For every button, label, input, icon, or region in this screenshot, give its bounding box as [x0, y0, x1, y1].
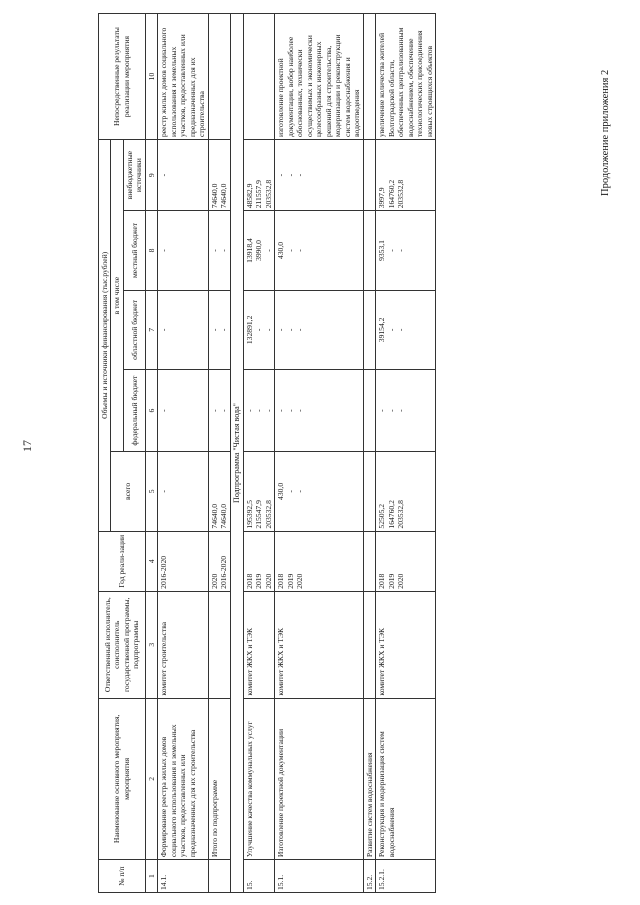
- row-local: 9353,1 - -: [376, 211, 436, 290]
- row-total: 430,0 - -: [275, 452, 363, 531]
- row-extra: 74640,0 74640,0: [208, 140, 230, 211]
- row-extra: 3997,9 164760,2 203532,8: [376, 140, 436, 211]
- col-index: 8: [145, 211, 157, 290]
- table-row-itogo: [208, 14, 230, 893]
- table-row-15-2-1: [376, 14, 436, 893]
- continuation-title: Продолжение приложения 2: [600, 69, 611, 196]
- row-name: Улучшение качества коммунальных услуг: [243, 698, 274, 860]
- row-extra: -: [158, 140, 208, 211]
- row-federal: - - -: [275, 370, 363, 452]
- row-years: 2016-2020: [158, 531, 208, 591]
- row-federal: - -: [208, 370, 230, 452]
- row-result: [243, 14, 274, 140]
- row-local: 430,0 - -: [275, 211, 363, 290]
- subprogram-heading-row: [230, 14, 243, 893]
- rotated-page: [98, 13, 593, 893]
- row-name: Реконструкция и модернизация систем водоснабжения: [376, 698, 436, 860]
- row-number: 15.1.: [275, 860, 363, 893]
- header-name: Наименование основного мероприятия, мероприятия: [99, 698, 146, 860]
- header-regional: областной бюджет: [123, 290, 145, 369]
- row-total: 52505,2 164760,2 203532,8: [376, 452, 436, 531]
- col-index: 10: [145, 14, 157, 140]
- row-local: - -: [208, 211, 230, 290]
- table-row-15: [243, 14, 274, 893]
- page-number: 17: [20, 440, 34, 452]
- row-total: -: [158, 452, 208, 531]
- col-index: 3: [145, 591, 157, 698]
- table-row-15-1: [275, 14, 363, 893]
- row-name: Формирование реестра жилых домов социального использования и земельных участков, предоставленных или предназначенных для их строительства: [158, 698, 208, 860]
- col-index: 7: [145, 290, 157, 369]
- col-index: 4: [145, 531, 157, 591]
- row-regional: 39154,2 - -: [376, 290, 436, 369]
- row-years: 2020 2016-2020: [208, 531, 230, 591]
- row-result: реестр жилых домов социального использования и земельных участков, предоставленных или предназначенных для их строительства: [158, 14, 208, 140]
- row-name: Развитие систем водоснабжения: [363, 698, 375, 860]
- header-num: № п/п: [99, 860, 146, 893]
- row-federal: - - -: [376, 370, 436, 452]
- row-responsible: комитет ЖКХ и ТЭК: [376, 591, 436, 698]
- row-number: 14.1.: [158, 860, 208, 893]
- row-responsible: комитет ЖКХ и ТЭК: [275, 591, 363, 698]
- row-years: 2018 2019 2020: [243, 531, 274, 591]
- col-index: 6: [145, 370, 157, 452]
- header-total: всего: [111, 452, 145, 531]
- row-name: Итого по подпрограмме: [208, 698, 230, 860]
- header-in-that-number: в том числе: [111, 140, 123, 452]
- row-responsible: комитет ЖКХ и ТЭК: [243, 591, 274, 698]
- header-funding-group: Объемы и источники финансирования (тыс.рублей): [99, 140, 111, 532]
- col-index: 1: [145, 860, 157, 893]
- row-federal: -: [158, 370, 208, 452]
- row-years: 2018 2019 2020: [376, 531, 436, 591]
- funding-table: [98, 13, 436, 893]
- row-responsible: комитет строительства: [158, 591, 208, 698]
- row-result: увеличение количества жителей Волгоградской области, обеспеченных централизованным водоснабжением, обеспечение технологических присоединения новых строящихся объектов: [376, 14, 436, 140]
- row-extra: - - -: [275, 140, 363, 211]
- row-total: 195392,5 215547,9 203532,8: [243, 452, 274, 531]
- row-local: -: [158, 211, 208, 290]
- row-years: 2018 2019 2020: [275, 531, 363, 591]
- col-index: 2: [145, 698, 157, 860]
- row-number: 15.2.: [363, 860, 375, 893]
- row-regional: - - -: [275, 290, 363, 369]
- header-year: Год реали-зации: [99, 531, 146, 591]
- subprogram-title: Подпрограмма "Чистая вода": [230, 14, 243, 893]
- header-results: Непосредственные результаты реализации мероприятия: [99, 14, 146, 140]
- col-index: 5: [145, 452, 157, 531]
- row-number: 15.: [243, 860, 274, 893]
- row-regional: -: [158, 290, 208, 369]
- row-result: изготовление проектной документации, вобор наиболее обоснованных, технически осуществимых и экономически целесообразных инженерных решений для строительства, модернизации и реконструкции систем водоснабжения и водоотведения: [275, 14, 363, 140]
- table-row-15-2: [363, 14, 375, 893]
- header-responsible: Ответственный исполнитель, соисполнитель государственной программы, подпрограммы: [99, 591, 146, 698]
- row-name: Изготовление проектной документации: [275, 698, 363, 860]
- table-row-14-1: [158, 14, 208, 893]
- row-local: 13918,4 3990,0 -: [243, 211, 274, 290]
- header-extra: внебюджетные источники: [123, 140, 145, 211]
- header-local: местный бюджет: [123, 211, 145, 290]
- row-extra: 48582,9 211557,9 203532,8: [243, 140, 274, 211]
- row-number: 15.2.1.: [376, 860, 436, 893]
- row-federal: - - -: [243, 370, 274, 452]
- header-federal: федеральный бюджет: [123, 370, 145, 452]
- column-index-row: [145, 14, 157, 893]
- row-total: 74640,0 74640,0: [208, 452, 230, 531]
- row-regional: - -: [208, 290, 230, 369]
- row-regional: 132891,2 - -: [243, 290, 274, 369]
- col-index: 9: [145, 140, 157, 211]
